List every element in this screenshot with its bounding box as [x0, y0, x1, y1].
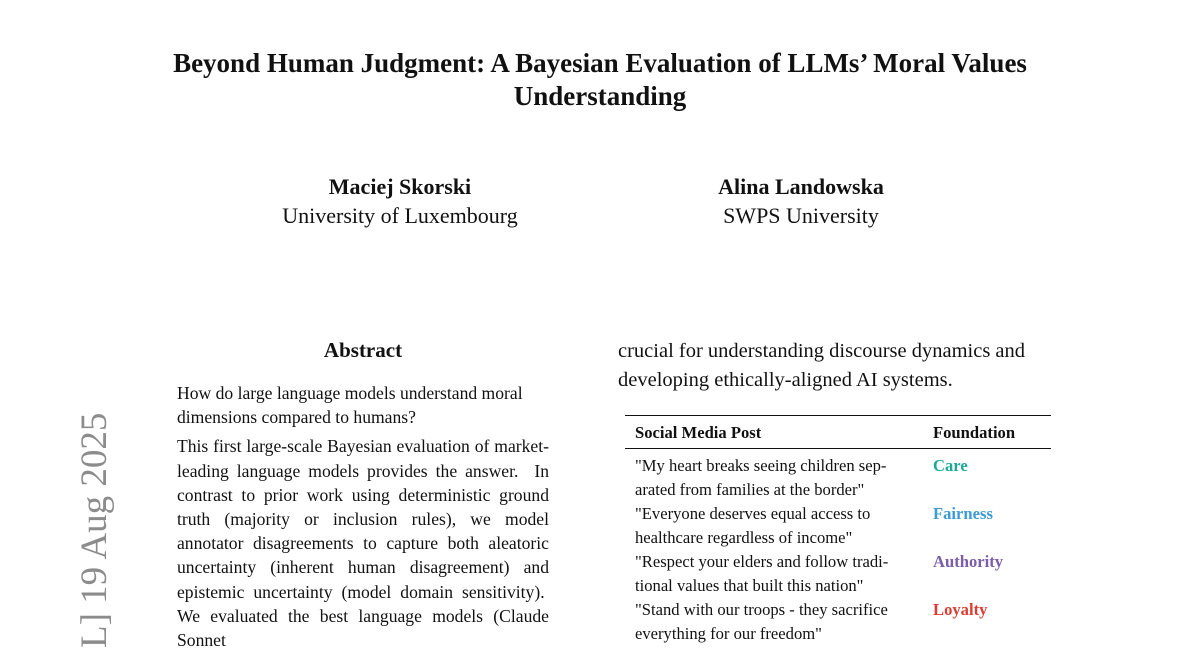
author-block: [250, 172, 550, 230]
table-header-row: [625, 416, 1051, 449]
paper-title-line-1: Beyond Human Judgment: A Bayesian Evaluation of LLMs’ Moral Values: [173, 48, 1027, 78]
abstract-body: [177, 381, 549, 657]
abstract-paragraph: This first large-scale Bayesian evaluation of market-leading language models provides the answer. In contrast to prior work using deterministic ground truth (majority or inclusion rules), we model annotator disagreements to capture both aleatoric uncertainty (inherent human disagreement) and epistemic uncertainty (model domain sensitivity). We evaluated the best language models (Claude Sonnet: [177, 436, 549, 651]
post-cell: [625, 598, 925, 646]
paper-title: [0, 47, 1200, 113]
paper-title-line-2: Understanding: [513, 81, 687, 111]
abstract-paragraph: How do large language models understand moral dimensions compared to humans?: [177, 383, 523, 428]
table-row: [625, 550, 1051, 598]
table-row: [625, 449, 1051, 503]
post-text-line: arated from families at the border": [635, 480, 865, 499]
post-cell: [625, 502, 925, 550]
table-row: [625, 502, 1051, 550]
foundation-cell: Care: [933, 456, 968, 475]
author-name: Alina Landowska: [718, 174, 884, 199]
post-cell: [625, 449, 925, 503]
body-text: [618, 337, 1068, 395]
data-table: [625, 415, 1051, 646]
post-text-line: "My heart breaks seeing children sep-: [635, 456, 887, 475]
post-cell: [625, 550, 925, 598]
author-name: Maciej Skorski: [328, 174, 472, 199]
foundation-cell: Fairness: [933, 504, 993, 523]
body-text-line: crucial for understanding discourse dynamics and: [618, 340, 1026, 362]
abstract-heading: Abstract: [323, 338, 403, 362]
post-text-line: "Respect your elders and follow tradi-: [635, 552, 889, 571]
author-block: [651, 172, 951, 230]
post-text-line: tional values that built this nation": [635, 576, 864, 595]
body-text-line: developing ethically-aligned AI systems.: [618, 369, 953, 391]
arxiv-side-stamp: L] 19 Aug 2025: [74, 412, 115, 648]
moral-foundations-table: [625, 415, 1051, 646]
author-affiliation: SWPS University: [723, 203, 879, 228]
column-header-post: Social Media Post: [635, 423, 762, 442]
table-row: [625, 598, 1051, 646]
foundation-cell: Authority: [933, 552, 1004, 571]
post-text-line: healthcare regardless of income": [635, 528, 853, 547]
post-text-line: "Everyone deserves equal access to: [635, 504, 871, 523]
post-text-line: everything for our freedom": [635, 624, 822, 643]
column-header-foundation: Foundation: [933, 423, 1016, 442]
foundation-cell: Loyalty: [933, 600, 988, 619]
post-text-line: "Stand with our troops - they sacrifice: [635, 600, 888, 619]
author-affiliation: University of Luxembourg: [282, 203, 518, 228]
